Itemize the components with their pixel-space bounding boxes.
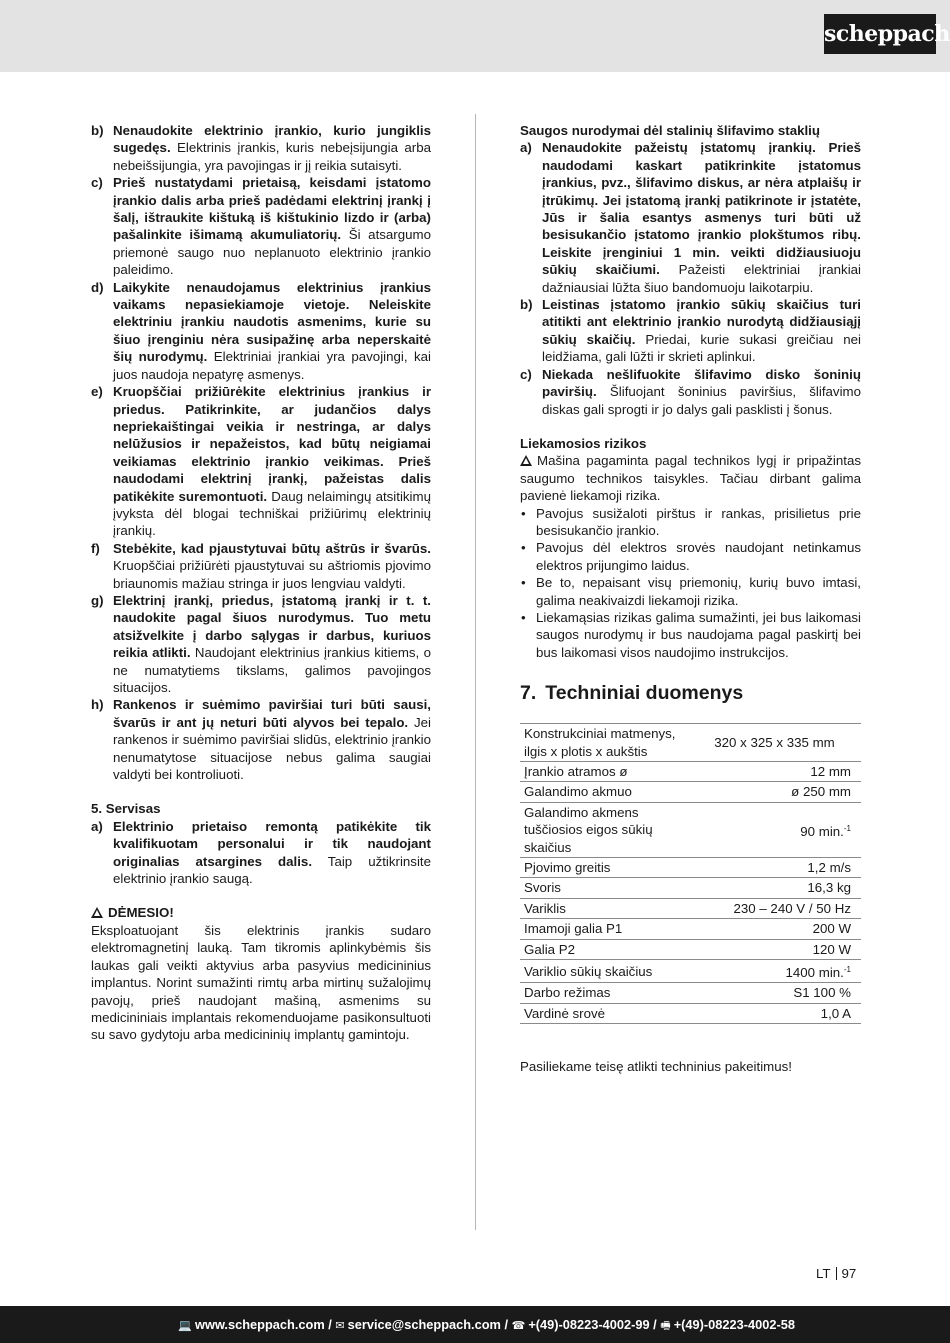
fax-icon: 🖷 (660, 1319, 671, 1332)
column-divider (475, 114, 476, 1230)
right-column (520, 122, 861, 1076)
table-row: Darbo režimas S1 100 % (520, 983, 861, 1003)
attention-text: Eksploatuojant šis elektrinis įrankis sudaro elektromagnetinį lauką. Tam tikromis aplinkybėmis šis laukas gali veikti aktyvius arba pasyvius medicininius implantus. Norint sumažinti rimtų arba mirtinų sužalojimų pavojų, prieš naudojant mašiną, asmenims su medicininiais implantais rekomenduojame pasikonsultuoti su savo gydytoju arba medicininių implantų gamintoju. (91, 922, 431, 1043)
bullet-icon: • (521, 540, 526, 556)
email-icon: ✉ (335, 1319, 345, 1332)
reserve-note: Pasiliekame teisę atlikti techninius pakeitimus! (520, 1059, 792, 1075)
warning-icon (520, 455, 532, 466)
list-item-grinder-c: c) Niekada nešlifuokite šlifavimo disko šoninių paviršių. Šlifuojant šoninius paviršius, šlifavimo diskas gali sprogti ir jo dalys gali pasklisti į šonus. (520, 366, 861, 417)
table-row: Įrankio atramos ø 12 mm (520, 762, 861, 782)
table-row: Variklis 230 – 240 V / 50 Hz (520, 898, 861, 918)
list-item-d: d) Laikykite nenaudojamus elektrinius įrankius vaikams nepasiekiamoje vietoje. Neleiskite elektriniu įrankiu naudotis asmenims, kurie su šiuo įrenginiu nėra susipažinę arba neperskaitė šių nurodymų. Elektriniai įrankiai yra pavojingi, kai juos naudoja nepatyrę asmenys. (91, 279, 431, 382)
computer-icon: 💻 (178, 1319, 193, 1332)
list-item: • Pavojus susižaloti pirštus ir rankas, prisilietus prie besisukančio įrankio. (521, 505, 861, 538)
footer-phone: +(49)-08223-4002-99 / (528, 1317, 657, 1332)
bullet-icon: • (521, 505, 526, 521)
top-banner (0, 0, 950, 72)
list-item-e: e) Kruopščiai prižiūrėkite elektrinius įrankius ir priedus. Patikrinkite, ar judančios dalys nepriekaištingai veikia ir nestringa, ar dalys nelūžusios ir nepažeistos, kad būtų neigiamai veikiamas elektrinio įrankio veikimas. Prieš naudodami elektrinį įrankį, pažeistas dalis patikėkite suremontuoti. Daug nelaimingų atsitikimų įvyksta dėl blogai techniškai prižiūrimų elektrinių įrankių. (91, 384, 431, 539)
table-row: Galia P2 120 W (520, 939, 861, 959)
bullet-icon: • (521, 575, 526, 591)
table-row: Imamoji galia P1 200 W (520, 919, 861, 939)
attention-heading: DĖMESIO! (91, 904, 431, 921)
spacer (91, 783, 431, 800)
list-item: • Pavojus dėl elektros srovės naudojant netinkamus elektros prijungimo laidus. (521, 540, 861, 573)
table-row: Vardinė srovė 1,0 A (520, 1003, 861, 1023)
list-item: • Be to, nepaisant visų priemonių, kurių buvo imtasi, galima neakivaizdi liekamoji rizika. (521, 575, 861, 608)
phone-icon: ☎ (511, 1319, 526, 1332)
spacer (520, 1041, 861, 1058)
service-heading: 5. Servisas (91, 801, 161, 817)
table-row: Galandimo akmens tuščiosios eigos sūkių skaičius 90 min.$^{-1}$ (520, 802, 861, 857)
spacer (520, 418, 861, 435)
warning-icon (91, 907, 103, 918)
table-row: Svoris 16,3 kg (520, 878, 861, 898)
scheppach-logo: scheppach (824, 14, 936, 54)
spacer (91, 887, 431, 904)
table-row: Pjovimo greitis 1,2 m/s (520, 858, 861, 878)
list-item-f: f) Stebėkite, kad pjaustytuvai būtų aštrūs ir švarūs. Kruopščiai prižiūrėti pjaustytuvai su aštriomis pjovimo briaunomis mažiau stringa ir juos lengviau valdyti. (91, 540, 431, 591)
grinder-safety-heading: Saugos nurodymai dėl stalinių šlifavimo staklių (520, 123, 820, 138)
list-item-service-a: a) Elektrinio prietaiso remontą patikėkite tik kvalifikuotam personalui ir tik naudojant originalias atsargines dalis. Taip užtikrinsite elektrinio įrankio saugą. (91, 818, 431, 887)
footer-bar (0, 1306, 950, 1343)
page-number: LT 97 (816, 1266, 857, 1281)
list-item: • Liekamąsias rizikas galima sumažinti, jei bus laikomasi saugos nurodymų ir bus naudojama pagal paskirtį bei bus laikomasi visos naudojimo instrukcijos. (521, 609, 861, 660)
table-row: Variklio sūkių skaičius 1400 min.$^{-1}$ (520, 960, 861, 983)
list-item-g: g) Elektrinį įrankį, priedus, įstatomą įrankį ir t. t. naudokite pagal šiuos nurodymus. Tuo metu atsižvelkite į darbo sąlygas ir darbus, kuriuos reikia atlikti. Naudojant elektrinius įrankius kitiems, o ne numatytiems tikslams, galimos pavojingos situacijos. (91, 592, 431, 695)
separator-bar (836, 1267, 837, 1280)
residual-risks-heading: Liekamosios rizikos (520, 435, 647, 451)
left-column (91, 122, 431, 1044)
footer-email-link[interactable]: service@scheppach.com / (347, 1317, 509, 1332)
footer-fax: +(49)-08223-4002-58 (673, 1317, 795, 1332)
residual-risks-intro: Mašina pagaminta pagal technikos lygį ir pripažintas saugumo technikos taisykles. Tačiau dirbant galima pavienė liekamoji rizika. (520, 453, 861, 504)
table-row: Konstrukciniai matmenys, ilgis x plotis x aukštis 320 x 325 x 335 mm (520, 724, 861, 762)
spacer (520, 1024, 861, 1041)
tech-data-table (520, 723, 861, 1024)
table-row: Galandimo akmuo ø 250 mm (520, 782, 861, 802)
list-item-grinder-b: b) Leistinas įstatomo įrankio sūkių skaičius turi atitikti ant elektrinio įrankio nurodytą didžiausiąjį sūkių skaičių. Priedai, kurie sukasi greičiau nei leidžiama, gali lūžti ir skrieti aplinkui. (520, 297, 861, 365)
footer-web-link[interactable]: www.scheppach.com / (195, 1317, 332, 1332)
list-item-grinder-a: a) Nenaudokite pažeistų įstatomų įrankių. Prieš naudodami kaskart patikrinkite įstatomus įrankius, pvz., šlifavimo diskus, ar nėra atplaišų ir įtrūkimų. Jei įstatomą įrankį patikrinote ir įstatėte, Jūs ir šalia esantys asmenys turi būti už besisukančio įstatomo įrankio plokštumos ribų. Leiskite įrenginiui 1 min. veikti didžiausiuoju sūkių skaičiumi. Pažeisti elektriniai įrankiai dažniausiai lūžta šiuo bandomuoju laikotarpiu. (520, 140, 861, 295)
list-item-c: c) Prieš nustatydami prietaisą, keisdami įstatomo įrankio dalis arba prieš padėdami elektrinį įrankį į šalį, ištraukite kištuką iš kištukinio lizdo ir (arba) pašalinkite išimamą akumuliatorių. Ši atsargumo priemonė saugo nuo neplanuoto elektrinio įrankio paleidimo. (91, 175, 431, 278)
bullet-icon: • (521, 609, 526, 625)
list-item-b: b) Nenaudokite elektrinio įrankio, kurio jungiklis sugedęs. Elektrinis įrankis, kuris nebeįsijungia arba nebeišsijungia, yra pavojingas ir jį reikia sutaisyti. (91, 123, 431, 173)
list-item-h: h) Rankenos ir suėmimo paviršiai turi būti sausi, švarūs ir ant jų neturi būti alyvos bei tepalo. Jei rankenos ir suėmimo paviršiai slidūs, elektrinio įrankio nenumatytose situacijose nebus galima saugiai valdyti bei kontroliuoti. (91, 697, 431, 783)
tech-data-heading: 7. Techniniai duomenys (520, 682, 744, 705)
